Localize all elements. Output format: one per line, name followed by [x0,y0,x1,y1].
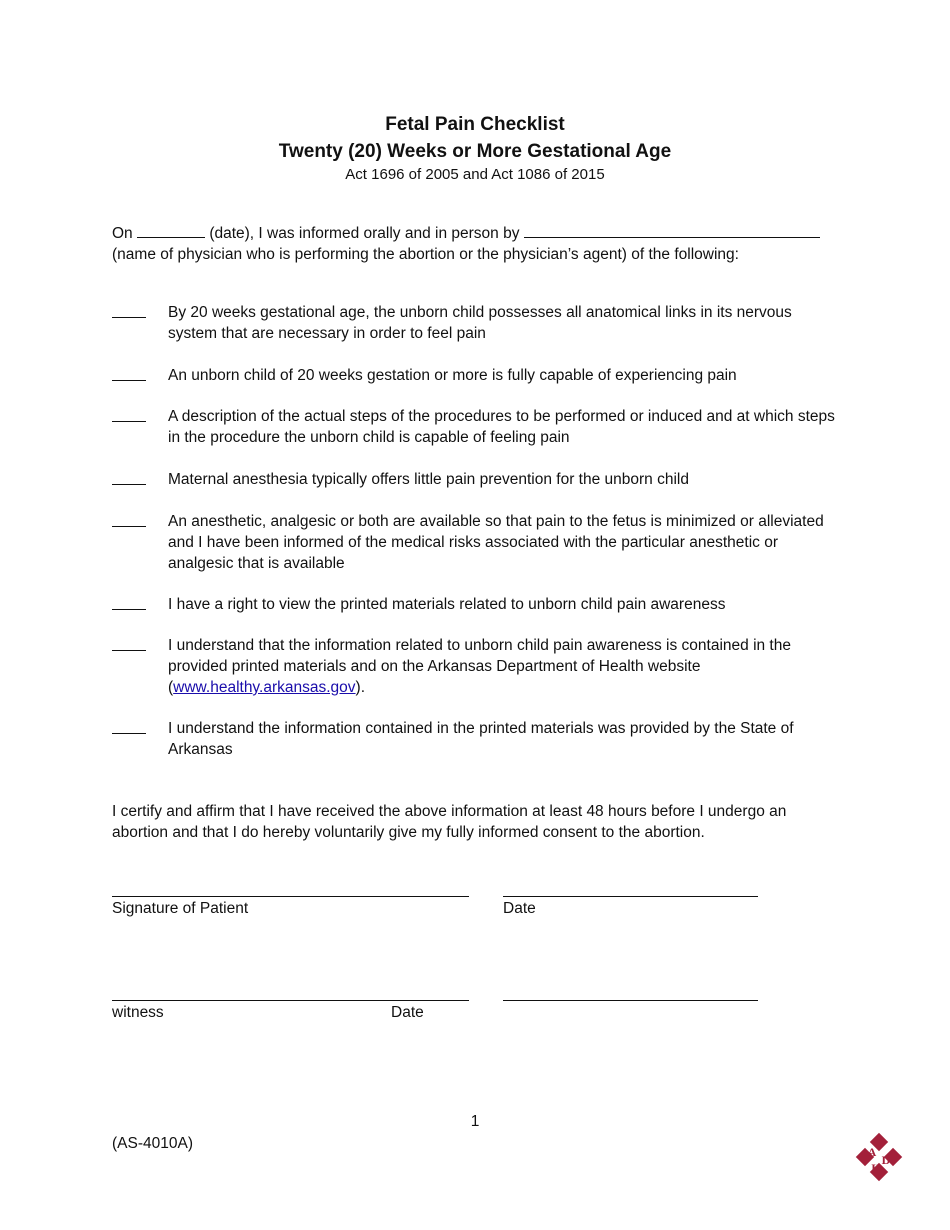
logo-letter-a: A [867,1145,877,1159]
check-blank[interactable] [112,526,146,527]
patient-date-line[interactable] [503,895,758,897]
checklist-text: An unborn child of 20 weeks gestation or more is fully capable of experiencing pain [168,367,737,384]
witness-date-line[interactable] [503,999,758,1001]
logo-letter-d: D [881,1153,891,1167]
checklist-text: Maternal anesthesia typically offers little pain prevention for the unborn child [168,471,689,488]
page-number: 1 [470,1113,480,1130]
health-website-link[interactable]: www.healthy.arkansas.gov [173,679,356,696]
act-reference: Act 1696 of 2005 and Act 1086 of 2015 [345,166,605,183]
checklist-text: I have a right to view the printed materials related to unborn child pain awareness [168,596,726,613]
intro-on: On [112,225,133,242]
check-blank[interactable] [112,609,146,610]
witness-label: witness [112,1004,164,1021]
patient-signature-label: Signature of Patient [112,900,249,917]
check-blank[interactable] [112,484,146,485]
check-blank[interactable] [112,380,146,381]
certification-statement: I certify and affirm that I have received the above information at least 48 hours before I undergo an abortion and that I do hereby voluntarily give my fully informed consent to the abortion. [112,803,787,841]
check-blank[interactable] [112,733,146,734]
checklist-text: By 20 weeks gestational age, the unborn child possesses all anatomical links in its nervous system that are necessary in order to feel pain [168,304,792,342]
website-text-after: ). [355,679,366,696]
witness-date-label: Date [391,1004,424,1021]
intro-date-text: (date), I was informed orally and in person by [209,225,520,242]
intro-statement [112,223,842,265]
checklist-text: An anesthetic, analgesic or both are available so that pain to the fetus is minimized or alleviated and I have been informed of the medical risks associated with the particular anesthetic or analgesic that is available [168,513,824,572]
checklist-text: A description of the actual steps of the procedures to be performed or induced and at which steps in the procedure the unborn child is capable of feeling pain [168,408,835,446]
witness-signature-line[interactable] [112,999,469,1001]
check-blank[interactable] [112,650,146,651]
checklist-text: I understand the information contained in the printed materials was provided by the State of Arkansas [168,720,794,758]
document-title: Fetal Pain Checklist [385,114,565,135]
logo-letter-h: H [871,1161,881,1175]
adh-logo-icon [852,1131,906,1183]
website-text-before: I understand that the information related to unborn child pain awareness is contained in the provided printed materials and on the Arkansas Department of Health website ( [168,637,791,696]
checklist-text [168,635,838,698]
physician-name-blank[interactable] [524,223,820,238]
date-blank[interactable] [137,223,205,238]
patient-signature-line[interactable] [112,895,469,897]
check-blank[interactable] [112,421,146,422]
patient-date-label: Date [503,900,536,917]
intro-line2: (name of physician who is performing the abortion or the physician’s agent) of the following: [112,246,739,263]
check-blank[interactable] [112,317,146,318]
document-subtitle: Twenty (20) Weeks or More Gestational Age [278,141,672,162]
form-code: (AS-4010A) [112,1135,193,1152]
